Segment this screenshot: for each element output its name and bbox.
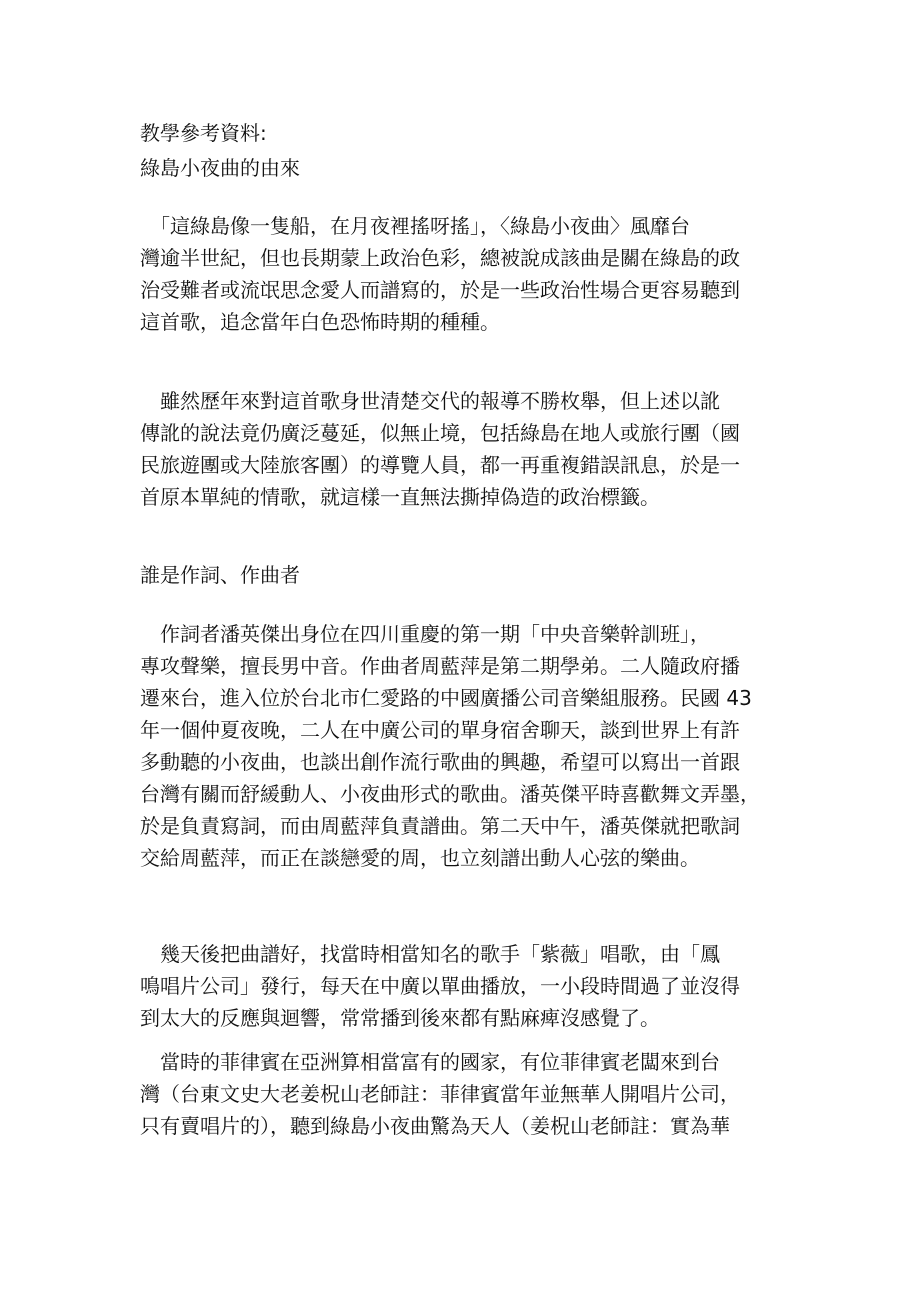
paragraph-line: 年一個仲夏夜晚，二人在中廣公司的單身宿舍聊天，談到世界上有許	[140, 718, 740, 742]
paragraph-line: 鳴唱片公司」發行，每天在中廣以單曲播放，一小段時間過了並沒得	[140, 974, 740, 998]
paragraph-line: 於是負責寫詞，而由周藍萍負責譜曲。第二天中午，潘英傑就把歌詞	[140, 814, 740, 838]
paragraph-line: 當時的菲律賓在亞洲算相當富有的國家，有位菲律賓老闆來到台	[140, 1050, 720, 1074]
paragraph-line: 傳訛的說法竟仍廣泛蔓延，似無止境，包括綠島在地人或旅行團（國	[140, 421, 740, 445]
section-subheading: 誰是作詞、作曲者	[140, 563, 300, 587]
paragraph-line: 幾天後把曲譜好，找當時相當知名的歌手「紫薇」唱歌，由「鳳	[140, 942, 720, 966]
paragraph-2	[140, 385, 785, 513]
paragraph-line: 「這綠島像一隻船，在月夜裡搖呀搖」，〈綠島小夜曲〉風靡台	[140, 214, 690, 238]
paragraph-line: 這首歌，追念當年白色恐怖時期的種種。	[140, 310, 500, 334]
paragraph-1	[140, 210, 785, 338]
paragraph-line: 遷來台，進入位於台北市仁愛路的中國廣播公司音樂組服務。民國 43	[140, 686, 752, 710]
paragraph-line: 治受難者或流氓思念愛人而譜寫的，於是一些政治性場合更容易聽到	[140, 278, 740, 302]
paragraph-line: 灣（台東文史大老姜柷山老師註：菲律賓當年並無華人開唱片公司，	[140, 1082, 740, 1106]
header-label: 教學參考資料:	[140, 121, 267, 145]
paragraph-3	[140, 618, 785, 874]
paragraph-line: 台灣有關而舒緩動人、小夜曲形式的歌曲。潘英傑平時喜歡舞文弄墨，	[140, 782, 760, 806]
paragraph-line: 專攻聲樂，擅長男中音。作曲者周藍萍是第二期學弟。二人隨政府播	[140, 654, 740, 678]
paragraph-line: 到太大的反應與迴響，常常播到後來都有點麻痺沒感覺了。	[140, 1006, 660, 1030]
paragraph-line: 交給周藍萍，而正在談戀愛的周，也立刻譜出動人心弦的樂曲。	[140, 846, 700, 870]
paragraph-4	[140, 938, 785, 1034]
paragraph-5	[140, 1046, 785, 1142]
paragraph-line: 作詞者潘英傑出身位在四川重慶的第一期「中央音樂幹訓班」，	[140, 622, 710, 646]
document-title: 綠島小夜曲的由來	[140, 156, 300, 180]
paragraph-line: 首原本單純的情歌，就這樣一直無法撕掉偽造的政治標籤。	[140, 485, 660, 509]
paragraph-line: 只有賣唱片的），聽到綠島小夜曲驚為天人（姜柷山老師註：實為華	[140, 1114, 730, 1138]
paragraph-line: 灣逾半世紀，但也長期蒙上政治色彩，總被說成該曲是關在綠島的政	[140, 246, 740, 270]
paragraph-line: 雖然歷年來對這首歌身世清楚交代的報導不勝枚舉，但上述以訛	[140, 389, 720, 413]
paragraph-line: 民旅遊團或大陸旅客團）的導覽人員，都一再重複錯誤訊息，於是一	[140, 453, 740, 477]
paragraph-line: 多動聽的小夜曲，也談出創作流行歌曲的興趣，希望可以寫出一首跟	[140, 750, 740, 774]
